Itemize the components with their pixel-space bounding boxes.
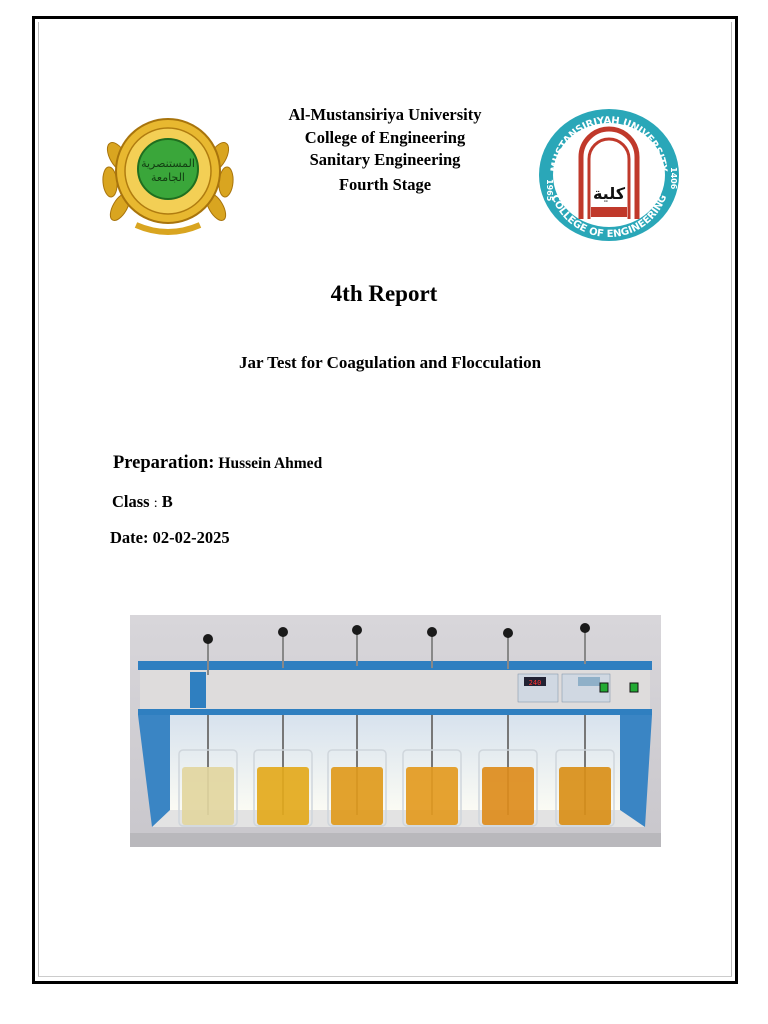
date-value: 02-02-2025 [152, 528, 230, 547]
stirrer-knob [352, 625, 362, 635]
preparation-label: Preparation: [113, 453, 215, 473]
rpm-display: 240 [528, 679, 542, 687]
stirrer-shaft [507, 633, 509, 669]
class-field [112, 492, 173, 512]
jar-liquid [559, 767, 611, 825]
department-name: Sanitary Engineering [309, 150, 461, 169]
class-label: Class [112, 492, 150, 511]
institution-header [260, 104, 510, 196]
svg-text:الجامعة: الجامعة [151, 171, 185, 184]
stirrer-shaft [356, 630, 358, 666]
university-name: Al-Mustansiriya University [288, 105, 482, 124]
stirrer-shaft [431, 632, 433, 668]
svg-text:COLLEGE OF ENGINEERING: COLLEGE OF ENGINEERING [548, 193, 670, 241]
svg-text:MUSTANSIRIYAH UNIVERSITY: MUSTANSIRIYAH UNIVERSITY [549, 115, 669, 173]
college-of-engineering-logo [535, 107, 683, 244]
svg-text:1965: 1965 [545, 179, 554, 202]
date-field [110, 528, 230, 548]
report-subtitle: Jar Test for Coagulation and Flocculation [238, 353, 542, 372]
jar-liquid [482, 767, 534, 825]
stage-name: Fourth Stage [338, 174, 432, 194]
stirrer-knob [503, 628, 513, 638]
class-value: B [161, 492, 173, 511]
stirrer-shaft [282, 632, 284, 668]
college-name: College of Engineering [304, 127, 466, 147]
stirrer-knob [278, 627, 288, 637]
svg-text:المستنصرية: المستنصرية [141, 157, 195, 170]
preparation-value: Hussein Ahmed [218, 455, 323, 472]
report-title: 4th Report [330, 281, 438, 306]
stirrer-shaft [207, 639, 209, 675]
jar-liquid [182, 767, 234, 825]
stirrer-knob [427, 627, 437, 637]
jar-liquid [257, 767, 309, 825]
stirrer-shaft [584, 628, 586, 664]
stirrer-knob [580, 623, 590, 633]
svg-text:1406: 1406 [669, 167, 678, 190]
jar-liquid [331, 767, 383, 825]
class-separator: : [153, 496, 158, 511]
svg-text:كلية: كلية [592, 184, 626, 203]
university-seal-logo [96, 107, 240, 240]
stirrer-knob [203, 634, 213, 644]
preparation-field [113, 453, 322, 474]
jar-test-apparatus-photo [130, 615, 661, 847]
jar-liquid [406, 767, 458, 825]
date-label: Date: [110, 528, 149, 547]
